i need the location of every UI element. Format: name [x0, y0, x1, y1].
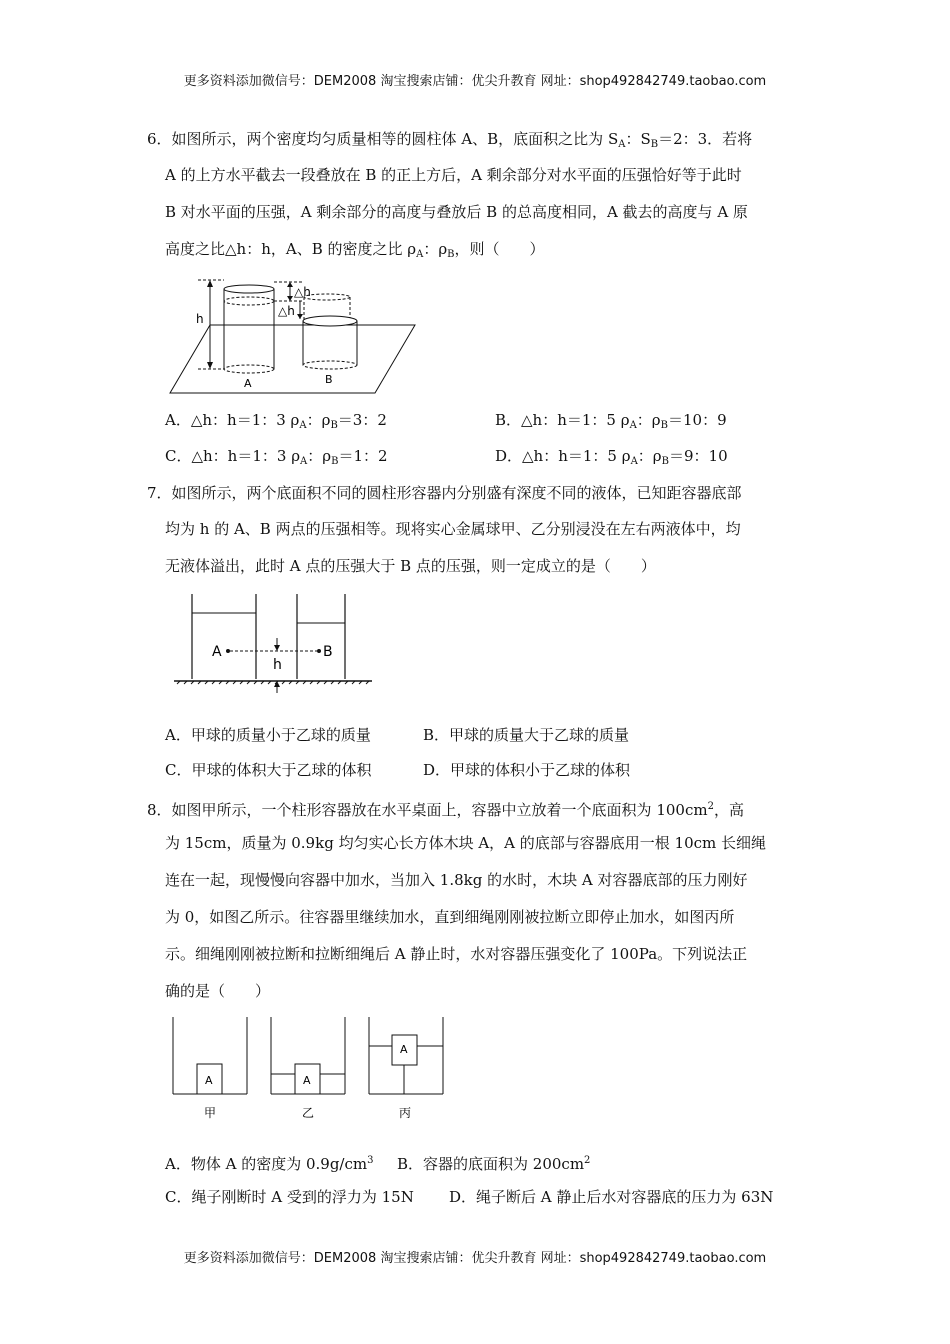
q6-fig-dh2-label: △h [278, 304, 295, 318]
q8-fig-jia-label: 甲 [204, 1106, 217, 1120]
q7-option-b[interactable]: B．甲球的质量大于乙球的质量 [423, 726, 630, 744]
q7-fig-b-label: B [323, 644, 333, 660]
q6-line-3: B 对水平面的压强，A 剩余部分的高度与叠放后 B 的总高度相同，A 截去的高度与 A 原 [165, 203, 748, 221]
q8-fig-a1-label: A [205, 1074, 213, 1087]
q8-option-b[interactable]: B．容器的底面积为 $200cm^2$ [397, 1155, 591, 1173]
q6-line-1: 6．如图所示，两个密度均匀质量相等的圆柱体 A、B，底面积之比为 $S_A$：$S_B=2$：3．若将 [147, 130, 753, 150]
page-footer: 更多资料添加微信号：DEM2008 淘宝搜索店铺：优尖升教育 网址：shop492842749.taobao.com [183, 1251, 767, 1266]
q6-figure [170, 275, 420, 400]
q8-option-d[interactable]: D．绳子断后 A 静止后水对容器底的压力为 63N [449, 1188, 774, 1206]
q8-line-1: 8．如图甲所示，一个柱形容器放在水平桌面上，容器中立放着一个底面积为 $100cm^2$，高 [147, 801, 744, 819]
q7-figure [172, 590, 377, 695]
q8-line-6: 确的是（ ） [165, 982, 271, 1000]
q7-option-c[interactable]: C．甲球的体积大于乙球的体积 [165, 761, 372, 779]
q7-line-1: 7．如图所示，两个底面积不同的圆柱形容器内分别盛有深度不同的液体，已知距容器底部 [147, 484, 742, 502]
q8-line-3: 连在一起，现慢慢向容器中加水，当加入 1.8kg 的水时，木块 A 对容器底部的压力刚好 [165, 871, 748, 889]
q6-option-a[interactable]: A．△h：h＝1：3 $\rho_A$：$\rho_B=3$：2 [165, 411, 387, 431]
q8-fig-yi-label: 乙 [302, 1106, 315, 1120]
q8-line-2: 为 15cm，质量为 0.9kg 均匀实心长方体木块 A，A 的底部与容器底用一根 10cm 长细绳 [165, 834, 767, 852]
q8-fig-a3-label: A [400, 1043, 408, 1056]
q6-fig-a-label: A [244, 377, 252, 390]
q6-option-b[interactable]: B．△h：h＝1：5 $\rho_A$：$\rho_B=10$：9 [495, 411, 727, 431]
q6-line-4: 高度之比△h：h，A、B 的密度之比 $\rho_A$：$\rho_B$，则（ ） [165, 240, 545, 260]
q6-option-c[interactable]: C．△h：h＝1：3 $\rho_A$：$\rho_B=1$：2 [165, 447, 388, 467]
q7-fig-a-label: A [212, 644, 222, 660]
q6-fig-b-label: B [325, 373, 333, 386]
q7-option-a[interactable]: A．甲球的质量小于乙球的质量 [165, 726, 371, 744]
q8-figure [170, 1014, 450, 1126]
q6-fig-dh1-label: △h [294, 285, 311, 299]
q8-option-a[interactable]: A．物体 A 的密度为 $0.9g/cm^3$ [165, 1155, 374, 1173]
q6-option-d[interactable]: D．△h：h＝1：5 $\rho_A$：$\rho_B=9$：10 [495, 447, 728, 467]
q7-fig-h-label: h [273, 657, 282, 673]
q7-line-2: 均为 h 的 A、B 两点的压强相等。现将实心金属球甲、乙分别浸没在左右两液体中，均 [165, 520, 741, 538]
q7-option-d[interactable]: D．甲球的体积小于乙球的体积 [423, 761, 631, 779]
q7-line-3: 无液体溢出，此时 A 点的压强大于 B 点的压强，则一定成立的是（ ） [165, 557, 656, 575]
page-header: 更多资料添加微信号：DEM2008 淘宝搜索店铺：优尖升教育 网址：shop492842749.taobao.com [183, 74, 767, 89]
q8-fig-bing-label: 丙 [399, 1106, 412, 1120]
q8-option-c[interactable]: C．绳子刚断时 A 受到的浮力为 15N [165, 1188, 414, 1206]
q8-fig-a2-label: A [303, 1074, 311, 1087]
q8-line-5: 示。细绳刚刚被拉断和拉断细绳后 A 静止时，水对容器压强变化了 100Pa。下列说法正 [165, 945, 748, 963]
q8-line-4: 为 0，如图乙所示。往容器里继续加水，直到细绳刚刚被拉断立即停止加水，如图丙所 [165, 908, 735, 926]
q6-fig-h-label: h [196, 312, 204, 326]
q6-line-2: A 的上方水平截去一段叠放在 B 的正上方后，A 剩余部分对水平面的压强恰好等于此时 [165, 166, 742, 184]
